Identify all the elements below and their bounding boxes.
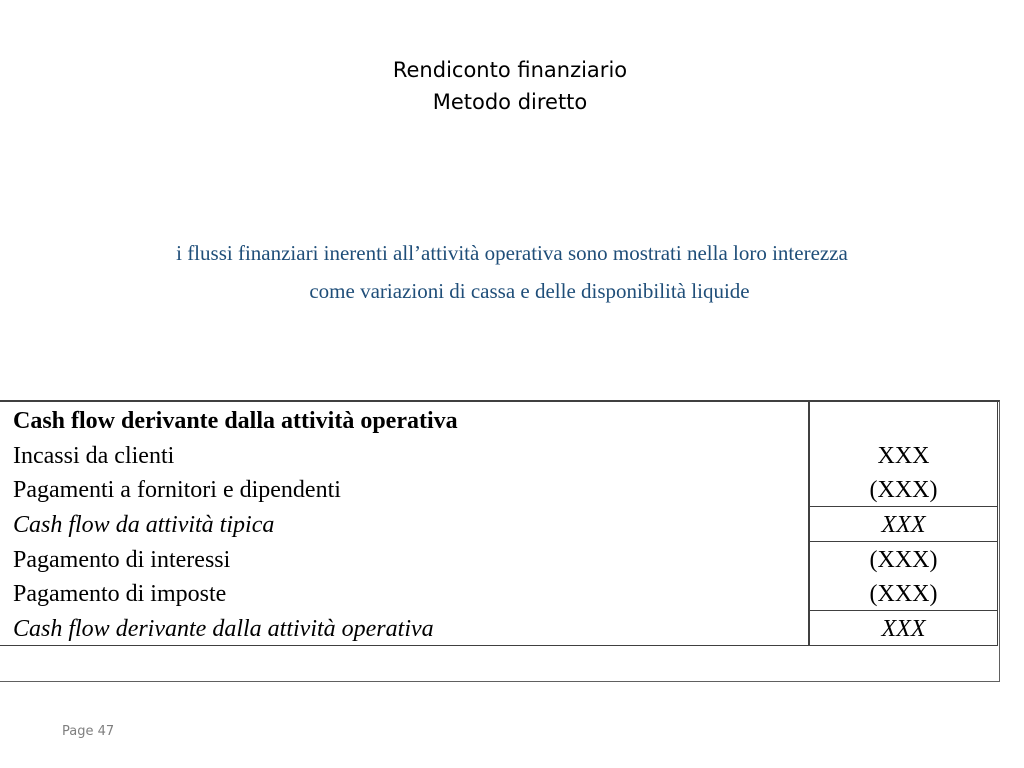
- slide-title: [0, 54, 1020, 118]
- table-row-value: XXX: [881, 616, 926, 642]
- value-column: [809, 402, 998, 646]
- table-row-label: Cash flow derivante dalla attività operativa: [13, 408, 458, 434]
- table-row-label: Pagamento di imposte: [13, 581, 227, 607]
- subtitle-line-1: i flussi finanziari inerenti all’attività operativa sono mostrati nella loro interezza: [176, 241, 848, 265]
- cash-flow-table: [0, 400, 1000, 682]
- table-row-label: Cash flow da attività tipica: [13, 512, 275, 538]
- table-row-label: Pagamenti a fornitori e dipendenti: [13, 477, 341, 503]
- table-row-label: Pagamento di interessi: [13, 547, 231, 573]
- table-row-value: XXX: [881, 512, 926, 538]
- table-row-value: [810, 404, 997, 439]
- title-line-1: Rendiconto finanziario: [392, 58, 628, 82]
- table-row-label: Incassi da clienti: [13, 443, 175, 469]
- table-row-value: (XXX): [869, 477, 938, 503]
- title-line-2: Metodo diretto: [432, 90, 588, 114]
- label-column: [0, 402, 809, 646]
- table-row-label: Cash flow derivante dalla attività operativa: [13, 616, 434, 642]
- slide-subtitle: [0, 234, 1024, 310]
- page-number: Page 47: [62, 724, 115, 739]
- subtitle-line-2: come variazioni di cassa e delle disponibilità liquide: [309, 279, 750, 303]
- table-row-value: (XXX): [869, 547, 938, 573]
- table-row-value: XXX: [877, 443, 930, 469]
- table-row-value: (XXX): [869, 581, 938, 607]
